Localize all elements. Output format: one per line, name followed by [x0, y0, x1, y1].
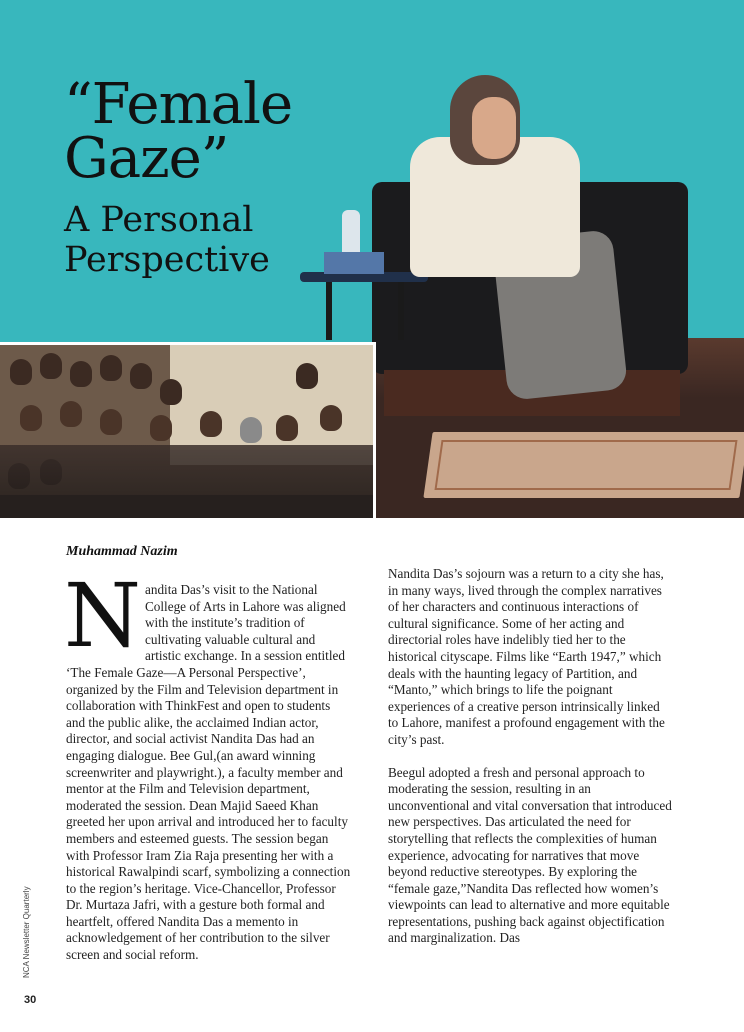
paragraph — [64, 564, 351, 964]
title-line-3: A Personal — [64, 200, 254, 240]
side-table-leg — [326, 282, 332, 340]
audience-photo — [0, 342, 376, 518]
page-number: 30 — [24, 994, 37, 1006]
title-line-4: Perspective — [64, 240, 270, 280]
article-title — [64, 72, 293, 280]
paragraph: Nandita Das’s sojourn was a return to a city she has, in many ways, lived through the complex narratives of her characters and continuous interactions of cultural significance. Some of her acting and directorial roles have indelibly tied her to the historical cityscape. Films like “Earth 1947,” which deals with the haunting legacy of Partition, and “Manto,” which brings to life the poignant experiences of a creative person intrinsically linked to Lahore, manifest a profound engagement with the city’s past. — [388, 566, 665, 747]
drop-cap: N — [64, 564, 141, 667]
article-column-2 — [388, 566, 673, 947]
article-column-1 — [64, 564, 351, 964]
stage-rug — [423, 432, 744, 498]
paragraph-text: andita Das’s visit to the National College of Arts in Lahore was aligned with the institute’s tradition of cultivating valuable cultural and artistic exchange. In a session entitled ‘The Female Gaze—A Personal Perspective’, organized by the Film and Television department in collaboration with ThinkFest and open to students and the public alike, the acclaimed Indian actor, director, and social activist Nandita Das had an engaging dialogue. Bee Gul,(an award winning screenwriter and playwright.), a faculty member and mentor at the Film and Television department, moderated the session. Dean Majid Saeed Khan greeted her upon arrival and introduced her to faculty members and esteemed guests. The session began with Professor Iram Zia Raja presenting her with a historical Rawalpindi scarf, symbolizing a connection to the region’s heritage. Vice-Chancellor, Professor Dr. Murtaza Jafri, with a gesture both formal and heartfelt, offered Nandita Das a memento in acknowledgement of her contribution to the silver screen and social reform. — [66, 582, 351, 963]
title-line-1: “Female — [64, 72, 293, 137]
title-line-2: Gaze” — [64, 126, 229, 191]
publication-label: NCA Newsletter Quarterly — [22, 886, 31, 978]
paragraph: Beegul adopted a fresh and personal approach to moderating the session, resulting in an unconventional and vital conversation that introduced new perspectives. Das articulated the need for storytelling that reflects the complexities of human experience, advocating for narratives that move beyond reductive stereotypes. By exploring the “female gaze,”Nandita Das reflected how women’s viewpoints can lead to alternative and more equitable representations, pushing back against objectification and marginalization. Das — [388, 764, 672, 946]
speaker-figure — [410, 75, 646, 420]
author-byline: Muhammad Nazim — [66, 544, 178, 559]
side-table-leg — [398, 282, 404, 340]
tissue-box — [324, 252, 384, 274]
